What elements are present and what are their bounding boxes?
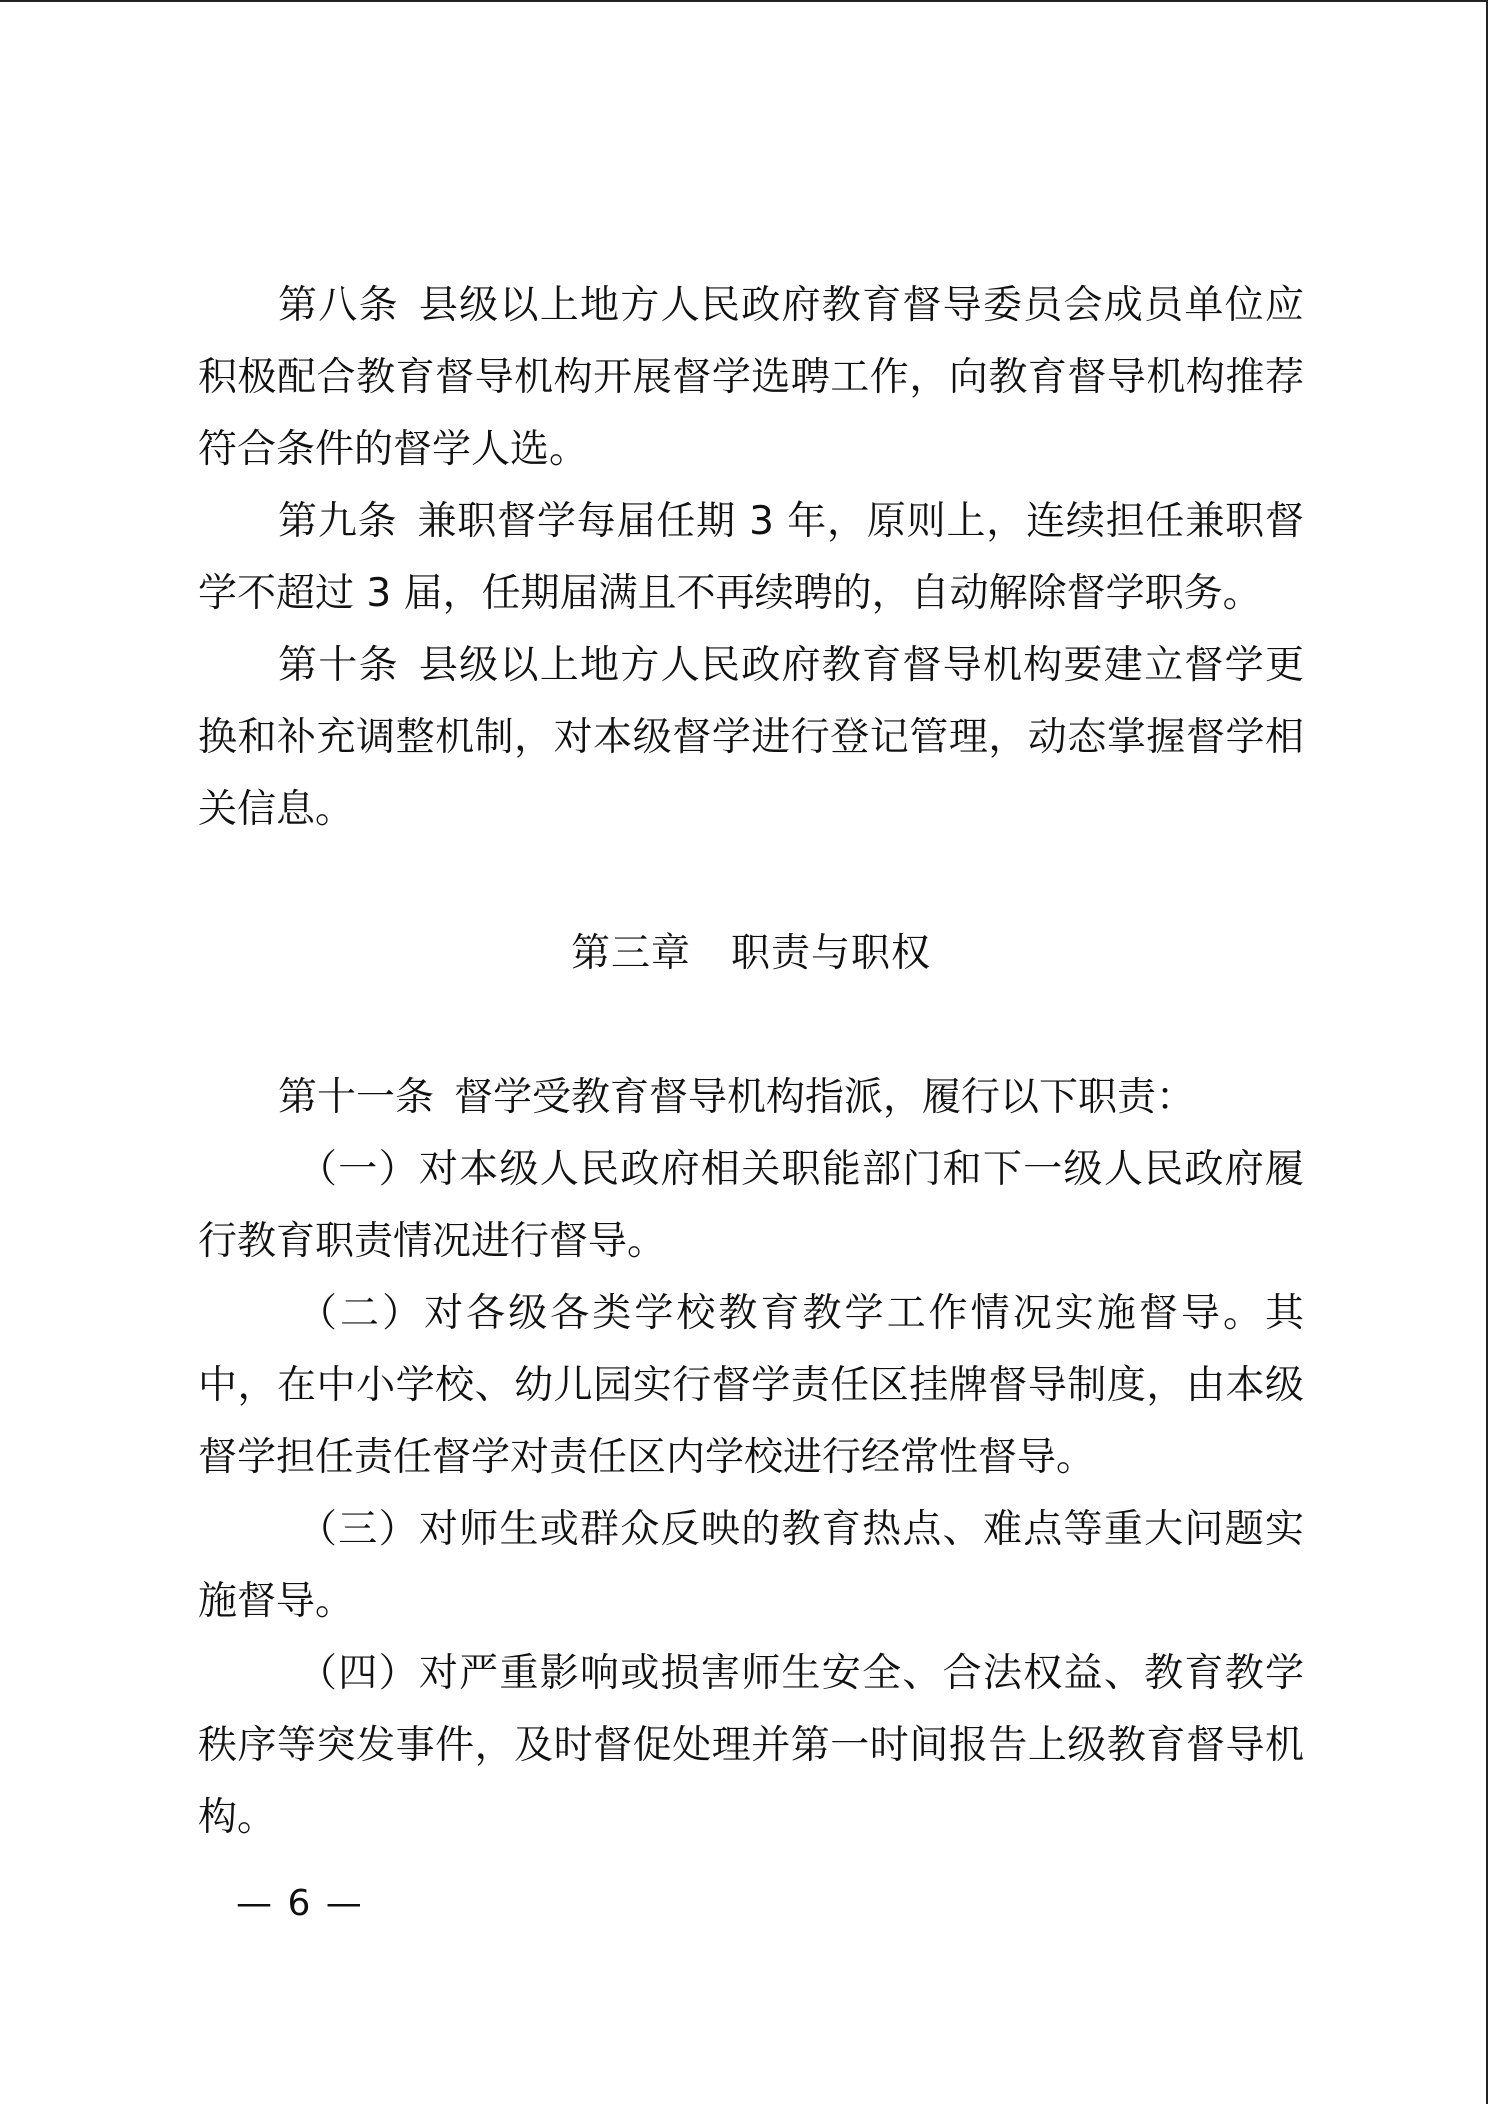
article-11-item-1: （一）对本级人民政府相关职能部门和下一级人民政府履行教育职责情况进行督导。 [198, 1147, 1304, 1264]
chapter-title: 职责与职权 [731, 931, 932, 976]
article-11-item-2: （二）对各级各类学校教育教学工作情况实施督导。其中，在中小学校、幼儿园实行督学责任区挂牌督导制度，由本级督学担任责任督学对责任区内学校进行经常性督导。 [198, 1291, 1304, 1480]
article-9-label: 第九条 [278, 499, 398, 544]
chapter-heading [198, 918, 1304, 990]
article-11-item-3: （三）对师生或群众反映的教育热点、难点等重大问题实施督导。 [198, 1507, 1304, 1624]
article-8 [198, 270, 1304, 486]
article-11-text: 督学受教育督导机构指派，履行以下职责： [454, 1075, 1196, 1120]
top-border-rule [0, 0, 1488, 2]
article-11-label: 第十一条 [278, 1075, 435, 1120]
article-8-text: 县级以上地方人民政府教育督导委员会成员单位应积极配合教育督导机构开展督学选聘工作，向教育督导机构推荐符合条件的督学人选。 [198, 283, 1304, 472]
article-8-label: 第八条 [278, 283, 399, 328]
chapter-number: 第三章 [570, 931, 691, 976]
article-10-label: 第十条 [278, 643, 399, 688]
article-9 [198, 486, 1304, 630]
document-body [198, 270, 1304, 1854]
page-number: — 6 — [236, 1883, 364, 1924]
article-10 [198, 630, 1304, 846]
article-9-text: 兼职督学每届任期 3 年，原则上，连续担任兼职督学不超过 3 届，任期届满且不再续聘的，自动解除督学职务。 [198, 499, 1304, 616]
article-11-item-4: （四）对严重影响或损害师生安全、合法权益、教育教学秩序等突发事件，及时督促处理并第一时间报告上级教育督导机构。 [198, 1651, 1304, 1840]
article-11 [198, 1062, 1304, 1134]
article-10-text: 县级以上地方人民政府教育督导机构要建立督学更换和补充调整机制，对本级督学进行登记管理，动态掌握督学相关信息。 [198, 643, 1304, 832]
